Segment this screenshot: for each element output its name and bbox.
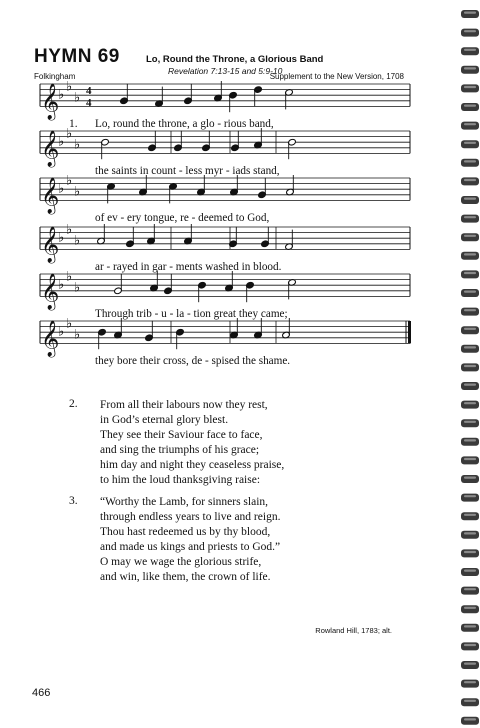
binding-highlight: [464, 30, 476, 32]
binding-highlight: [464, 458, 476, 460]
time-signature: 4: [86, 85, 92, 98]
binding-highlight: [464, 105, 476, 107]
stanza-line: and made us kings and priests to God.”: [100, 541, 281, 553]
binding-coil: [461, 159, 479, 167]
hymn-number: HYMN 69: [34, 46, 120, 67]
treble-clef: 𝄞: [41, 320, 60, 357]
binding-highlight: [464, 570, 476, 572]
spiral-binding: [455, 0, 480, 728]
treble-clef: 𝄞: [41, 273, 60, 310]
binding-coil: [461, 29, 479, 37]
binding-highlight: [464, 86, 476, 88]
flat-sign: ♭: [74, 233, 81, 249]
binding-highlight: [464, 402, 476, 404]
binding-highlight: [464, 495, 476, 497]
scripture-reference: Revelation 7:13-15 and 5:9-10: [168, 66, 283, 76]
binding-highlight: [464, 328, 476, 330]
flat-sign: ♭: [74, 90, 81, 106]
binding-highlight: [464, 700, 476, 702]
treble-clef: 𝄞: [41, 130, 60, 167]
final-barline: [408, 321, 411, 343]
flat-sign: ♭: [74, 280, 81, 296]
binding-highlight: [464, 253, 476, 255]
binding-coil: [461, 475, 479, 483]
flat-sign: ♭: [74, 137, 81, 153]
treble-clef: 𝄞: [41, 177, 60, 214]
flat-sign: ♭: [66, 222, 73, 238]
binding-coil: [461, 345, 479, 353]
treble-clef: 𝄞: [41, 226, 60, 263]
binding-coil: [461, 531, 479, 539]
binding-coil: [461, 568, 479, 576]
flat-sign: ♭: [66, 173, 73, 189]
stanza-line: and win, like them, the crown of life.: [100, 571, 271, 583]
binding-coil: [461, 605, 479, 613]
flat-sign: ♭: [58, 324, 65, 340]
binding-coil: [461, 401, 479, 409]
binding-highlight: [464, 718, 476, 720]
stanza-3: [100, 495, 280, 585]
binding-coil: [461, 270, 479, 278]
time-signature: 4: [86, 96, 92, 109]
binding-coil: [461, 642, 479, 650]
binding-coil: [461, 326, 479, 334]
binding-highlight: [464, 291, 476, 293]
binding-coil: [461, 438, 479, 446]
stanza-line: O may we wage the glorious strife,: [100, 556, 262, 568]
binding-highlight: [464, 477, 476, 479]
binding-highlight: [464, 588, 476, 590]
binding-highlight: [464, 123, 476, 125]
binding-coil: [461, 10, 479, 18]
binding-coil: [461, 289, 479, 297]
stanza-line: Thou hast redeemed us by thy blood,: [100, 526, 271, 538]
binding-highlight: [464, 663, 476, 665]
flat-sign: ♭: [66, 316, 73, 332]
binding-coil: [461, 233, 479, 241]
hymn-title: Lo, Round the Throne, a Glorious Band: [146, 54, 324, 65]
flat-sign: ♭: [58, 230, 65, 246]
binding-highlight: [464, 551, 476, 553]
binding-coil: [461, 252, 479, 260]
flat-sign: ♭: [66, 269, 73, 285]
stanza-line: “Worthy the Lamb, for sinners slain,: [100, 496, 269, 508]
stanza-line: From all their labours now they rest,: [100, 399, 268, 411]
stanza-line: and sing the triumphs of his grace;: [100, 444, 260, 456]
binding-highlight: [464, 421, 476, 423]
binding-highlight: [464, 607, 476, 609]
lyric-line-2: the saints in count - less myr - iads stand,: [95, 165, 280, 177]
binding-coil: [461, 698, 479, 706]
stanza-number: 2.: [69, 398, 78, 410]
binding-coil: [461, 680, 479, 688]
binding-coil: [461, 177, 479, 185]
binding-highlight: [464, 346, 476, 348]
binding-coil: [461, 47, 479, 55]
flat-sign: ♭: [58, 134, 65, 150]
binding-coil: [461, 717, 479, 725]
binding-coil: [461, 84, 479, 92]
treble-clef: 𝄞: [41, 83, 60, 120]
flat-sign: ♭: [74, 327, 81, 343]
binding-highlight: [464, 12, 476, 14]
binding-highlight: [464, 179, 476, 181]
binding-coil: [461, 661, 479, 669]
flat-sign: ♭: [66, 79, 73, 95]
binding-highlight: [464, 681, 476, 683]
stanza-line: through endless years to live and reign.: [100, 511, 281, 523]
binding-highlight: [464, 384, 476, 386]
binding-coil: [461, 196, 479, 204]
flat-sign: ♭: [66, 126, 73, 142]
binding-highlight: [464, 216, 476, 218]
stanza-line: him day and night they ceaseless praise,: [100, 459, 285, 471]
stanza-2: [100, 398, 284, 488]
binding-coil: [461, 140, 479, 148]
binding-highlight: [464, 532, 476, 534]
lyric-line-5: Through trib - u - la - tion great they came;: [95, 308, 288, 320]
binding-coil: [461, 512, 479, 520]
binding-coil: [461, 456, 479, 464]
stanza-line: to him the loud thanksgiving raise:: [100, 474, 261, 486]
binding-highlight: [464, 160, 476, 162]
music-source: Supplement to the New Version, 1708: [269, 72, 404, 81]
flat-sign: ♭: [58, 87, 65, 103]
binding-highlight: [464, 365, 476, 367]
stanza-line: in God’s eternal glory blest.: [100, 414, 229, 426]
binding-highlight: [464, 272, 476, 274]
binding-highlight: [464, 625, 476, 627]
binding-coil: [461, 382, 479, 390]
binding-coil: [461, 103, 479, 111]
lyric-line-4: ar - rayed in gar - ments washed in blood.: [95, 261, 282, 273]
binding-highlight: [464, 198, 476, 200]
binding-coil: [461, 363, 479, 371]
binding-coil: [461, 215, 479, 223]
flat-sign: ♭: [58, 277, 65, 293]
binding-coil: [461, 308, 479, 316]
tune-name: Folkingham: [34, 72, 76, 81]
binding-highlight: [464, 514, 476, 516]
binding-highlight: [464, 67, 476, 69]
binding-coil: [461, 549, 479, 557]
binding-highlight: [464, 49, 476, 51]
binding-coil: [461, 494, 479, 502]
lyric-line-6: they bore their cross, de - spised the shame.: [95, 355, 291, 367]
binding-highlight: [464, 309, 476, 311]
binding-highlight: [464, 644, 476, 646]
page-number: 466: [32, 687, 51, 699]
binding-coil: [461, 66, 479, 74]
lyric-line-3: of ev - ery tongue, re - deemed to God,: [95, 212, 270, 224]
flat-sign: ♭: [74, 184, 81, 200]
binding-highlight: [464, 142, 476, 144]
lyric-line-1: Lo, round the throne, a glo - rious band,: [95, 118, 274, 130]
binding-coil: [461, 419, 479, 427]
binding-coil: [461, 122, 479, 130]
binding-coil: [461, 587, 479, 595]
stanza-line: They see their Saviour face to face,: [100, 429, 263, 441]
author-credit: Rowland Hill, 1783; alt.: [315, 626, 392, 635]
binding-highlight: [464, 439, 476, 441]
verse-number: 1.: [69, 118, 78, 130]
flat-sign: ♭: [58, 181, 65, 197]
binding-coil: [461, 624, 479, 632]
binding-highlight: [464, 235, 476, 237]
stanza-number: 3.: [69, 495, 78, 507]
